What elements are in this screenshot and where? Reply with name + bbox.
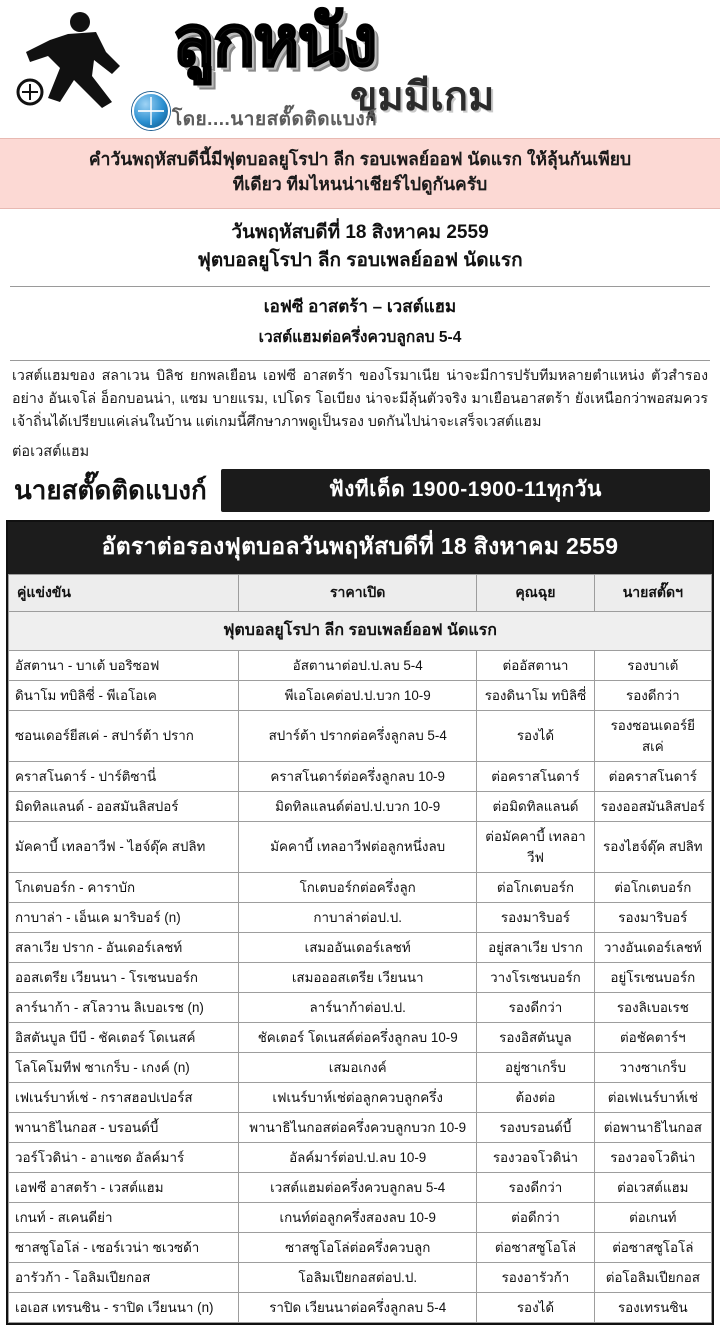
table-row — [9, 680, 712, 710]
cell-open-odds: เกนท์ต่อลูกครึ่งสองลบ 10-9 — [239, 1202, 477, 1232]
odds-table — [8, 574, 712, 1323]
table-row — [9, 821, 712, 872]
odds-table-header-row — [9, 574, 712, 611]
table-row — [9, 1172, 712, 1202]
headline-date: วันพฤหัสบดีที่ 18 สิงหาคม 2559 — [231, 221, 489, 243]
cell-qua-pick: รองได้ — [477, 1292, 594, 1322]
globe-icon — [132, 92, 170, 130]
cell-open-odds: เสมอเกงค์ — [239, 1052, 477, 1082]
cell-open-odds: ลาร์นาก้าต่อป.ป. — [239, 992, 477, 1022]
cell-open-odds: ซาสซูโอโล่ต่อครึ่งควบลูก — [239, 1232, 477, 1262]
table-row — [9, 1142, 712, 1172]
expert-row — [0, 463, 720, 520]
cell-qua-pick: รองดีกว่า — [477, 992, 594, 1022]
cell-expert-pick: ต่อซาสซูโอโล่ — [594, 1232, 711, 1262]
cell-open-odds: ชัคเตอร์ โดเนสค์ต่อครึ่งลูกลบ 10-9 — [239, 1022, 477, 1052]
cell-expert-pick: ต่อเวสต์แฮม — [594, 1172, 711, 1202]
cell-open-odds: เสมออันเดอร์เลชท์ — [239, 932, 477, 962]
cell-expert-pick: วางซาเกร็บ — [594, 1052, 711, 1082]
table-row — [9, 932, 712, 962]
cell-match: โกเตบอร์ก - คาราบัก — [9, 872, 239, 902]
cell-expert-pick: ต่อโกเตบอร์ก — [594, 872, 711, 902]
featured-match: เอฟซี อาสตร้า – เวสต์แฮม — [263, 296, 457, 316]
intro-banner — [0, 138, 720, 209]
headline-block — [0, 209, 720, 280]
cell-match: เอฟซี อาสตร้า - เวสต์แฮม — [9, 1172, 239, 1202]
cell-match: เอเอส เทรนซิน - ราปิด เวียนนา (n) — [9, 1292, 239, 1322]
logo-title: ลูกหนัง — [172, 2, 376, 80]
cell-qua-pick: อยู่สลาเวีย ปราก — [477, 932, 594, 962]
cell-expert-pick: รองเทรนซิน — [594, 1292, 711, 1322]
cell-match: เกนท์ - สเคนดีย่า — [9, 1202, 239, 1232]
cell-qua-pick: ต้องต่อ — [477, 1082, 594, 1112]
table-section-header — [9, 611, 712, 650]
cell-expert-pick: วางอันเดอร์เลชท์ — [594, 932, 711, 962]
cell-expert-pick: ต่อชัคตาร์ฯ — [594, 1022, 711, 1052]
masthead — [0, 0, 720, 138]
masthead-tagline: โดย....นายสตั๊ดติดแบงก์ — [172, 109, 378, 130]
cell-qua-pick: อยู่ซาเกร็บ — [477, 1052, 594, 1082]
headline-competition: ฟุตบอลยูโรปา ลีก รอบเพลย์ออฟ นัดแรก — [197, 250, 523, 272]
table-row — [9, 1082, 712, 1112]
cell-open-odds: สปาร์ต้า ปรากต่อครึ่งลูกลบ 5-4 — [239, 710, 477, 761]
cell-match: อารัวก้า - โอลิมเปียกอส — [9, 1262, 239, 1292]
table-row — [9, 902, 712, 932]
cell-open-odds: โกเตบอร์กต่อครึ่งลูก — [239, 872, 477, 902]
cell-open-odds: พีเอโอเคต่อป.ป.บวก 10-9 — [239, 680, 477, 710]
masthead-logo — [150, 2, 710, 119]
table-row — [9, 650, 712, 680]
table-row — [9, 1052, 712, 1082]
cell-expert-pick: รองไฮจ์ดุ๊ค สปลิท — [594, 821, 711, 872]
cell-match: ออสเตรีย เวียนนา - โรเซนบอร์ก — [9, 962, 239, 992]
cell-expert-pick: รองวอจโวดิน่า — [594, 1142, 711, 1172]
logo-subtitle: ขุมมีเกม — [350, 75, 495, 119]
cell-qua-pick: ต่อซาสซูโอโล่ — [477, 1232, 594, 1262]
cell-open-odds: อัสตานาต่อป.ป.ลบ 5-4 — [239, 650, 477, 680]
table-row — [9, 1232, 712, 1262]
table-row — [9, 761, 712, 791]
table-row — [9, 1022, 712, 1052]
cell-expert-pick: ต่อเกนท์ — [594, 1202, 711, 1232]
cell-expert-pick: รองดีกว่า — [594, 680, 711, 710]
cell-match: สลาเวีย ปราก - อันเดอร์เลชท์ — [9, 932, 239, 962]
cell-qua-pick: ต่ออัสตานา — [477, 650, 594, 680]
cell-open-odds: มัคคาบี้ เทลอาวีฟต่อลูกหนึ่งลบ — [239, 821, 477, 872]
cell-match: ดินาโม ทบิลิซี่ - พีเอโอเค — [9, 680, 239, 710]
cell-expert-pick: ต่อพานาธิไนกอส — [594, 1112, 711, 1142]
table-row — [9, 1292, 712, 1322]
cell-open-odds: เสมอออสเตรีย เวียนนา — [239, 962, 477, 992]
intro-banner-line-1: คำวันพฤหัสบดีนี้มีฟุตบอลยูโรปา ลีก รอบเพลย์ออฟ นัดแรก ให้ลุ้นกันเพียบ — [88, 149, 632, 169]
cell-match: มัคคาบี้ เทลอาวีฟ - ไฮจ์ดุ๊ค สปลิท — [9, 821, 239, 872]
cell-open-odds: ราปิด เวียนนาต่อครึ่งลูกลบ 5-4 — [239, 1292, 477, 1322]
cell-open-odds: พานาธิไนกอสต่อครึ่งควบลูกบวก 10-9 — [239, 1112, 477, 1142]
odds-table-body — [9, 611, 712, 1322]
cell-match: อิสตันบูล บีบี - ชัคเตอร์ โดเนสค์ — [9, 1022, 239, 1052]
cell-expert-pick: รองลิเบอเรช — [594, 992, 711, 1022]
cell-match: โลโคโมทีฟ ซาเกร็บ - เกงค์ (n) — [9, 1052, 239, 1082]
cell-qua-pick: ต่อโกเตบอร์ก — [477, 872, 594, 902]
cell-expert-pick: ต่อเฟเนร์บาห์เช่ — [594, 1082, 711, 1112]
expert-name: นายสตั๊ดติดแบงก์ — [14, 474, 207, 505]
cell-match: ซอนเดอร์ยีสเค่ - สปาร์ต้า ปราก — [9, 710, 239, 761]
cell-match: ซาสซูโอโล่ - เซอร์เวน่า ซเวซด้า — [9, 1232, 239, 1262]
table-section-label: ฟุตบอลยูโรปา ลีก รอบเพลย์ออฟ นัดแรก — [9, 611, 712, 650]
column-header-expert: นายสตั๊ดฯ — [594, 574, 711, 611]
cell-match: คราสโนดาร์ - ปาร์ติซานี่ — [9, 761, 239, 791]
table-row — [9, 1202, 712, 1232]
hotline-banner[interactable]: ฟังทีเด็ด 1900-1900-11ทุกวัน — [221, 469, 710, 512]
cell-expert-pick: ต่อคราสโนดาร์ — [594, 761, 711, 791]
cell-qua-pick: รองดีกว่า — [477, 1172, 594, 1202]
cell-open-odds: อัลค์มาร์ต่อป.ป.ลบ 10-9 — [239, 1142, 477, 1172]
cell-qua-pick: ต่อคราสโนดาร์ — [477, 761, 594, 791]
cell-expert-pick: รองมาริบอร์ — [594, 902, 711, 932]
table-row — [9, 710, 712, 761]
analysis-text — [0, 361, 720, 434]
column-header-open: ราคาเปิด — [239, 574, 477, 611]
cell-qua-pick: ต่อดีกว่า — [477, 1202, 594, 1232]
odds-table-title: อัตราต่อรองฟุตบอลวันพฤหัสบดีที่ 18 สิงหาคม 2559 — [8, 522, 712, 574]
cell-match: เฟเนร์บาห์เช่ - กราสฮอปเปอร์ส — [9, 1082, 239, 1112]
cell-open-odds: เฟเนร์บาห์เช่ต่อลูกควบลูกครึ่ง — [239, 1082, 477, 1112]
column-header-qua: คุณฉุย — [477, 574, 594, 611]
cell-open-odds: กาบาล่าต่อป.ป. — [239, 902, 477, 932]
odds-table-head — [9, 574, 712, 611]
cell-qua-pick: รองอิสตันบูล — [477, 1022, 594, 1052]
cell-qua-pick: วางโรเซนบอร์ก — [477, 962, 594, 992]
cell-open-odds: มิดทิลแลนด์ต่อป.ป.บวก 10-9 — [239, 791, 477, 821]
cell-qua-pick: รองอารัวก้า — [477, 1262, 594, 1292]
cell-open-odds: คราสโนดาร์ต่อครึ่งลูกลบ 10-9 — [239, 761, 477, 791]
cell-expert-pick: รองบาเต้ — [594, 650, 711, 680]
featured-match-odds: เวสต์แฮมต่อครึ่งควบลูกลบ 5-4 — [258, 328, 462, 346]
table-row — [9, 1262, 712, 1292]
cell-match: กาบาล่า - เอ็นเค มาริบอร์ (n) — [9, 902, 239, 932]
cell-expert-pick: ต่อโอลิมเปียกอส — [594, 1262, 711, 1292]
cell-qua-pick: ต่อมัคคาบี้ เทลอาวีฟ — [477, 821, 594, 872]
cell-qua-pick: รองได้ — [477, 710, 594, 761]
cell-qua-pick: รองดินาโม ทบิลิซี่ — [477, 680, 594, 710]
table-row — [9, 1112, 712, 1142]
cell-match: อัสตานา - บาเต้ บอริซอฟ — [9, 650, 239, 680]
table-row — [9, 992, 712, 1022]
cell-match: มิดทิลแลนด์ - ออสมันลิสปอร์ — [9, 791, 239, 821]
cell-open-odds: โอลิมเปียกอสต่อป.ป. — [239, 1262, 477, 1292]
odds-table-container — [6, 520, 714, 1325]
cell-qua-pick: รองบรอนด์บี้ — [477, 1112, 594, 1142]
cell-qua-pick: ต่อมิดทิลแลนด์ — [477, 791, 594, 821]
cell-qua-pick: รองวอจโวดิน่า — [477, 1142, 594, 1172]
cell-expert-pick: รองออสมันลิสปอร์ — [594, 791, 711, 821]
intro-banner-line-2: ทีเดียว ทีมไหนน่าเชียร์ไปดูกันครับ — [232, 174, 488, 195]
cell-match: วอร์โวดิน่า - อาแซด อัลค์มาร์ — [9, 1142, 239, 1172]
analysis-paragraph: เวสต์แฮมของ สลาเวน บิลิช ยกพลเยือน เอฟซี อาสตร้า ของโรมาเนีย น่าจะมีการปรับทีมหลายตำแหน่ง ตัวสำรองอย่าง อันเจโล่ อ็อกบอนน่า, แซม บายแรม, เปโดร โอเบียง น่าจะมีลุ้นตัวจริง มาเยือนอาสตร้า ยังเหนือกว่าพอสมควร เจ้าถิ่นได้เปรียบแค่เล่นในบ้าน แต่เกมนี้ศึกษาภาพดูเป็นรอง บดกันไปน่าจะเสร็จเวสต์แฮม — [12, 367, 708, 430]
table-row — [9, 962, 712, 992]
cell-expert-pick: รองซอนเดอร์ยีสเค่ — [594, 710, 711, 761]
column-header-match: คู่แข่งขัน — [9, 574, 239, 611]
cell-qua-pick: รองมาริบอร์ — [477, 902, 594, 932]
table-row — [9, 872, 712, 902]
analysis-pick: ต่อเวสต์แฮม — [12, 443, 90, 460]
cell-match: พานาธิไนกอส - บรอนด์บี้ — [9, 1112, 239, 1142]
cell-match: ลาร์นาก้า - สโลวาน ลิเบอเรช (n) — [9, 992, 239, 1022]
cell-open-odds: เวสต์แฮมต่อครึ่งควบลูกลบ 5-4 — [239, 1172, 477, 1202]
table-row — [9, 791, 712, 821]
cell-expert-pick: อยู่โรเซนบอร์ก — [594, 962, 711, 992]
